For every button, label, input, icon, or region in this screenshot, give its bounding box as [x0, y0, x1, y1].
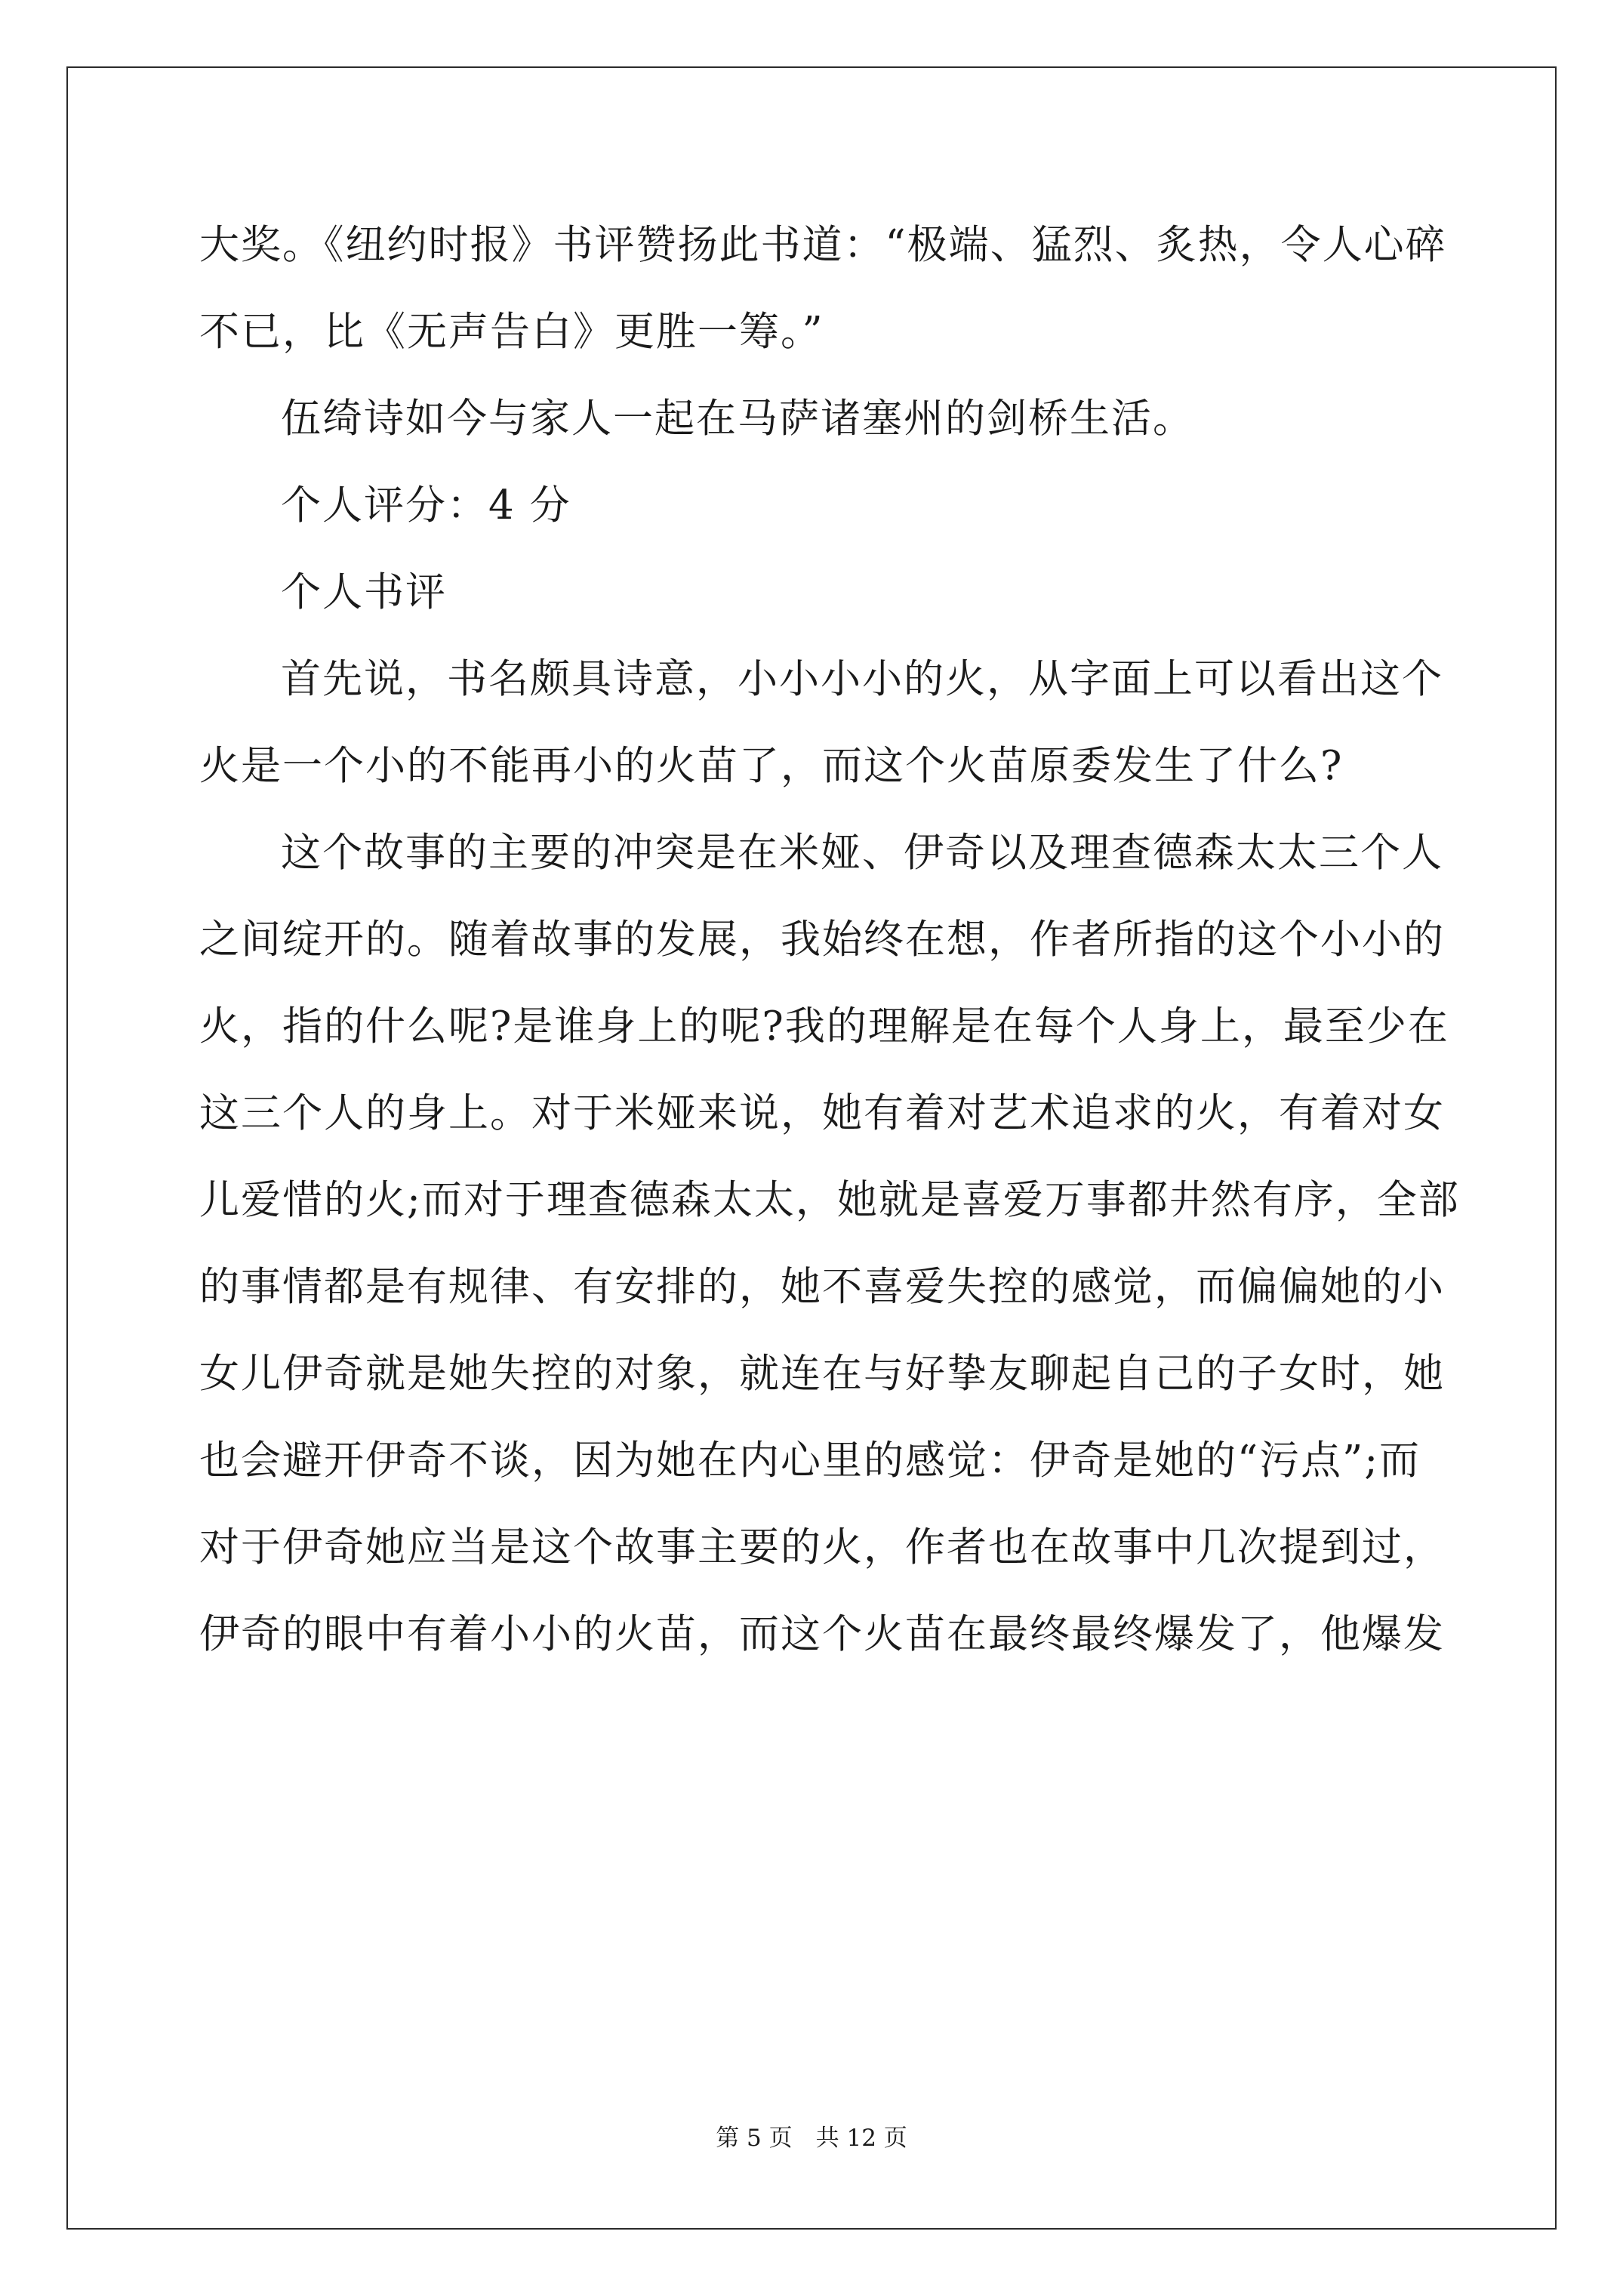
section-heading: 个人书评 — [281, 569, 447, 615]
text-line: 这三个人的身上。对于米娅来说，她有着对艺术追求的火，有着对女 — [199, 1090, 1445, 1136]
text-line: 伊奇的眼中有着小小的火苗，而这个火苗在最终最终爆发了，他爆发 — [199, 1611, 1445, 1657]
text-line: 也会避开伊奇不谈，因为她在内心里的感觉：伊奇是她的“污点”;而 — [199, 1438, 1421, 1484]
paragraph-start: 首先说，书名颇具诗意，小小小小的火，从字面上可以看出这个 — [281, 656, 1443, 702]
text-line: 对于伊奇她应当是这个故事主要的火，作者也在故事中几次提到过， — [199, 1524, 1445, 1570]
page-border — [66, 66, 1557, 2230]
text-line: 儿爱惜的火;而对于理查德森太太，她就是喜爱万事都井然有序，全部 — [199, 1177, 1460, 1223]
text-line: 火，指的什么呢?是谁身上的呢?我的理解是在每个人身上，最至少在 — [199, 1003, 1449, 1049]
rating-line: 个人评分：4 分 — [281, 482, 571, 529]
text-line: 之间绽开的。随着故事的发展，我始终在想，作者所指的这个小小的 — [199, 917, 1445, 963]
text-line: 不已，比《无声告白》更胜一筹。” — [199, 309, 824, 355]
paragraph-start: 这个故事的主要的冲突是在米娅、伊奇以及理查德森太太三个人 — [281, 830, 1443, 876]
page-number-footer: 第 5 页 共 12 页 — [716, 2125, 907, 2152]
text-line: 女儿伊奇就是她失控的对象，就连在与好挚友聊起自己的子女时，她 — [199, 1351, 1445, 1397]
text-line: 大奖。《纽约时报》书评赞扬此书道：“极端、猛烈、炙热，令人心碎 — [199, 222, 1447, 268]
text-line: 火是一个小的不能再小的火苗了，而这个火苗原委发生了什么? — [199, 743, 1344, 789]
text-line: 的事情都是有规律、有安排的，她不喜爱失控的感觉，而偏偏她的小 — [199, 1264, 1445, 1310]
paragraph-start: 伍绮诗如今与家人一起在马萨诸塞州的剑桥生活。 — [281, 396, 1194, 442]
